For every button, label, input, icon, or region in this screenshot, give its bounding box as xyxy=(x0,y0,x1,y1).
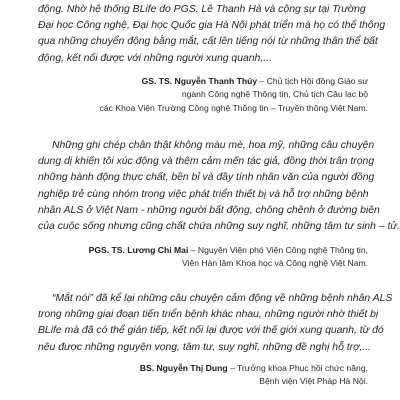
quote-line: nhân ALS ở Việt Nam - những người bất động, chông chênh ở đường biên xyxy=(38,204,380,216)
quote-2-text xyxy=(38,138,400,235)
quote-line: nghiệp trẻ cùng nhóm trong việc phát triển thiết bị và hỗ trợ những bệnh xyxy=(38,188,369,200)
quote-line: của cuộc sống nhưng cũng chất chứa những suy nghĩ, những tâm tư sinh – tử. xyxy=(38,221,400,233)
author-name: GS. TS. Nguyễn Thanh Thủy xyxy=(141,76,258,86)
quote-1 xyxy=(38,2,386,67)
author-role: – Trưởng khoa Phục hồi chức năng, xyxy=(227,363,368,373)
attribution-3-text xyxy=(38,362,368,389)
attribution-3 xyxy=(38,362,368,389)
author-name: PGS. TS. Lương Chi Mai xyxy=(88,245,189,255)
attribution-line: Bệnh viện Việt Pháp Hà Nội. xyxy=(259,376,368,387)
attribution-line xyxy=(38,362,368,375)
quote-line: qua những chuyển động bằng mắt, cất lên tiếng nói từ những thân thể bất xyxy=(38,36,378,48)
quote-3 xyxy=(38,291,393,356)
quote-line: nêu được những nguyện vọng, tâm tư, suy nghĩ, những đề nghị hỗ trợ,... xyxy=(38,341,371,353)
quote-line: BLife mà đã có thể gián tiếp, kết nối lại được với thế giới xung quanh, từ đó xyxy=(38,325,384,337)
quote-line: động, kết nối được với những người xung quanh,... xyxy=(38,52,272,64)
attribution-1-text xyxy=(38,75,368,115)
attribution-2 xyxy=(38,244,368,271)
quote-line: động. Nhờ hệ thống BLife do PGS. Lê Thanh Hà và cộng sự tại Trường xyxy=(38,4,366,15)
quote-line: trong những giai đoạn tiến triển bệnh khác nhau, những người nhờ thiết bị xyxy=(38,309,379,321)
quote-line: những hành động thực chất, bền bỉ và đầy tính nhân văn của người đồng xyxy=(38,172,375,184)
author-role: – Chủ tịch Hội đồng Giáo sư xyxy=(257,76,368,86)
attribution-line: các Khoa Viện Trường Công nghệ Thông tin – Truyền thông Việt Nam. xyxy=(99,102,368,113)
quote-1-text xyxy=(38,2,386,67)
attribution-line xyxy=(38,75,368,88)
attribution-line xyxy=(38,244,368,257)
quote-line: Đại học Công nghệ, Đại học Quốc gia Hà Nội phát triển mà họ có thể thông xyxy=(38,20,386,32)
author-role: – Nguyên Viện phó Viện Công nghệ Thông tin, xyxy=(188,245,368,255)
attribution-line: ngành Công nghệ Thông tin, Chủ tịch Câu lạc bộ xyxy=(181,89,368,100)
author-name: BS. Nguyễn Thị Dung xyxy=(139,363,228,373)
quote-line: dung dị khiến tôi xúc động và thêm cảm mến tác giả, đồng thời trân trọng xyxy=(38,156,375,168)
quote-line: “Mắt nói” đã kể lại những câu chuyện cảm động về những bệnh nhân ALS xyxy=(52,293,393,304)
quote-3-text xyxy=(38,291,393,356)
quote-2 xyxy=(38,138,400,235)
quote-line: Những ghi chép chân thật không màu mè, hoa mỹ, những câu chuyện xyxy=(52,140,375,151)
attribution-1 xyxy=(38,75,368,115)
attribution-line: Viện Hàn lâm Khoa học và Công nghệ Việt Nam. xyxy=(182,258,368,269)
attribution-2-text xyxy=(38,244,368,271)
